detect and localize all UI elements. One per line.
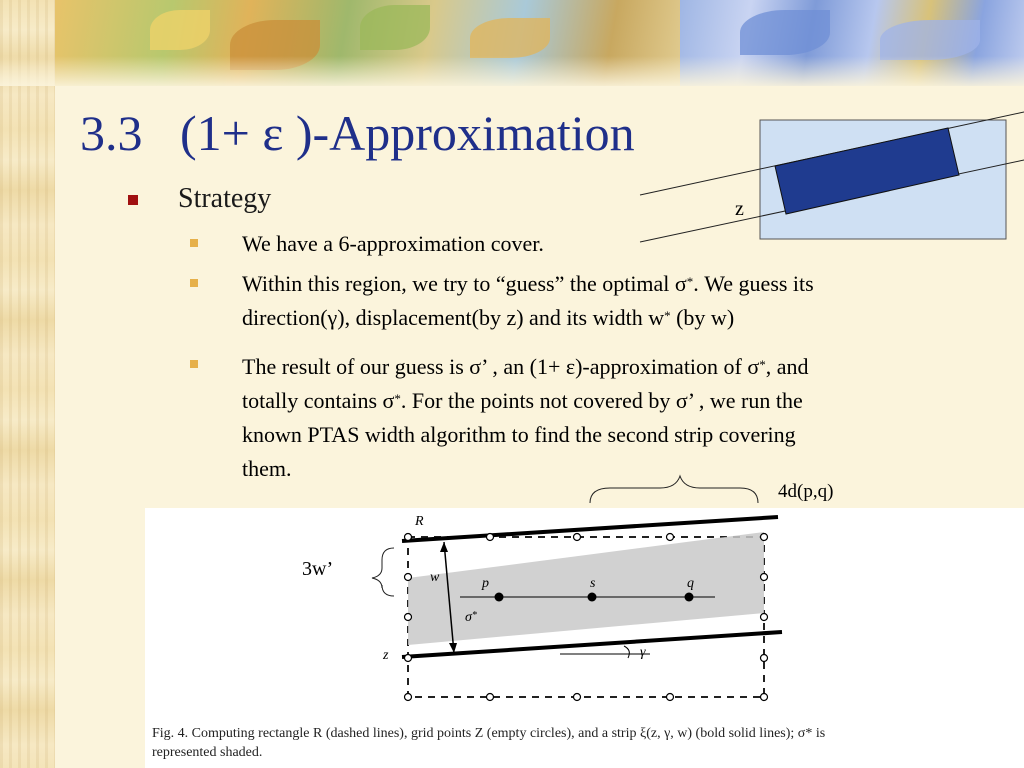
gamma-angle-arc bbox=[624, 646, 629, 658]
strip-cover-diagram bbox=[630, 100, 1024, 260]
caption-line-2: represented shaded. bbox=[152, 745, 263, 760]
figure-z-label: z bbox=[383, 648, 389, 663]
left-brace bbox=[372, 548, 394, 596]
slide-title bbox=[80, 104, 635, 162]
sub-bullet-square-icon bbox=[190, 239, 198, 247]
figure-s-label: s bbox=[590, 576, 596, 591]
bullet-square-icon bbox=[128, 195, 138, 205]
point-p bbox=[495, 593, 504, 602]
computing-rectangle-figure bbox=[360, 470, 800, 710]
sub-bullet-3-line-2: totally contains σ*. For the points not covered by σ’ , we run the bbox=[242, 388, 803, 413]
sub-bullet-square-icon bbox=[190, 279, 198, 287]
bullet-strategy-text: Strategy bbox=[178, 183, 272, 214]
diagram-z-label: z bbox=[735, 198, 744, 220]
point-q bbox=[685, 593, 694, 602]
top-banner-image bbox=[0, 0, 1024, 86]
figure-R-label: R bbox=[415, 514, 424, 529]
sub-bullet-3-line-1: The result of our guess is σ’ , an (1+ ε)-approximation of σ*, and bbox=[242, 354, 809, 379]
title-number: 3.3 bbox=[80, 105, 143, 161]
caption-line-1: Fig. 4. Computing rectangle R (dashed lines), grid points Z (empty circles), and a strip ξ(z, γ, w) (bold solid lines); σ* is bbox=[152, 726, 826, 741]
brace-top-label: 4d(p,q) bbox=[778, 481, 834, 502]
sub-bullet-2-line-2: direction(γ), displacement(by z) and its width w* (by w) bbox=[242, 305, 735, 330]
sub-bullet-3-line-3: known PTAS width algorithm to find the second strip covering bbox=[242, 422, 796, 447]
figure-caption bbox=[152, 724, 1012, 762]
title-text: (1+ ε )-Approximation bbox=[180, 105, 635, 161]
figure-sigma-label: σ* bbox=[465, 610, 477, 625]
brace-left-label: 3w’ bbox=[302, 558, 334, 580]
left-decorative-strip bbox=[0, 0, 55, 768]
point-s bbox=[588, 593, 597, 602]
figure-w-label: w bbox=[430, 570, 440, 585]
sub-bullet-1-text: We have a 6-approximation cover. bbox=[242, 231, 544, 256]
sub-bullet-2-line-1: Within this region, we try to “guess” the optimal σ*. We guess its bbox=[242, 271, 814, 296]
sub-bullet-3-line-4: them. bbox=[242, 456, 292, 481]
figure-gamma-label: γ bbox=[640, 645, 646, 660]
sub-bullet-square-icon bbox=[190, 360, 198, 368]
figure-q-label: q bbox=[687, 576, 694, 591]
top-brace bbox=[590, 476, 758, 503]
figure-p-label: p bbox=[482, 576, 489, 591]
shaded-strip-sigma bbox=[408, 532, 764, 645]
